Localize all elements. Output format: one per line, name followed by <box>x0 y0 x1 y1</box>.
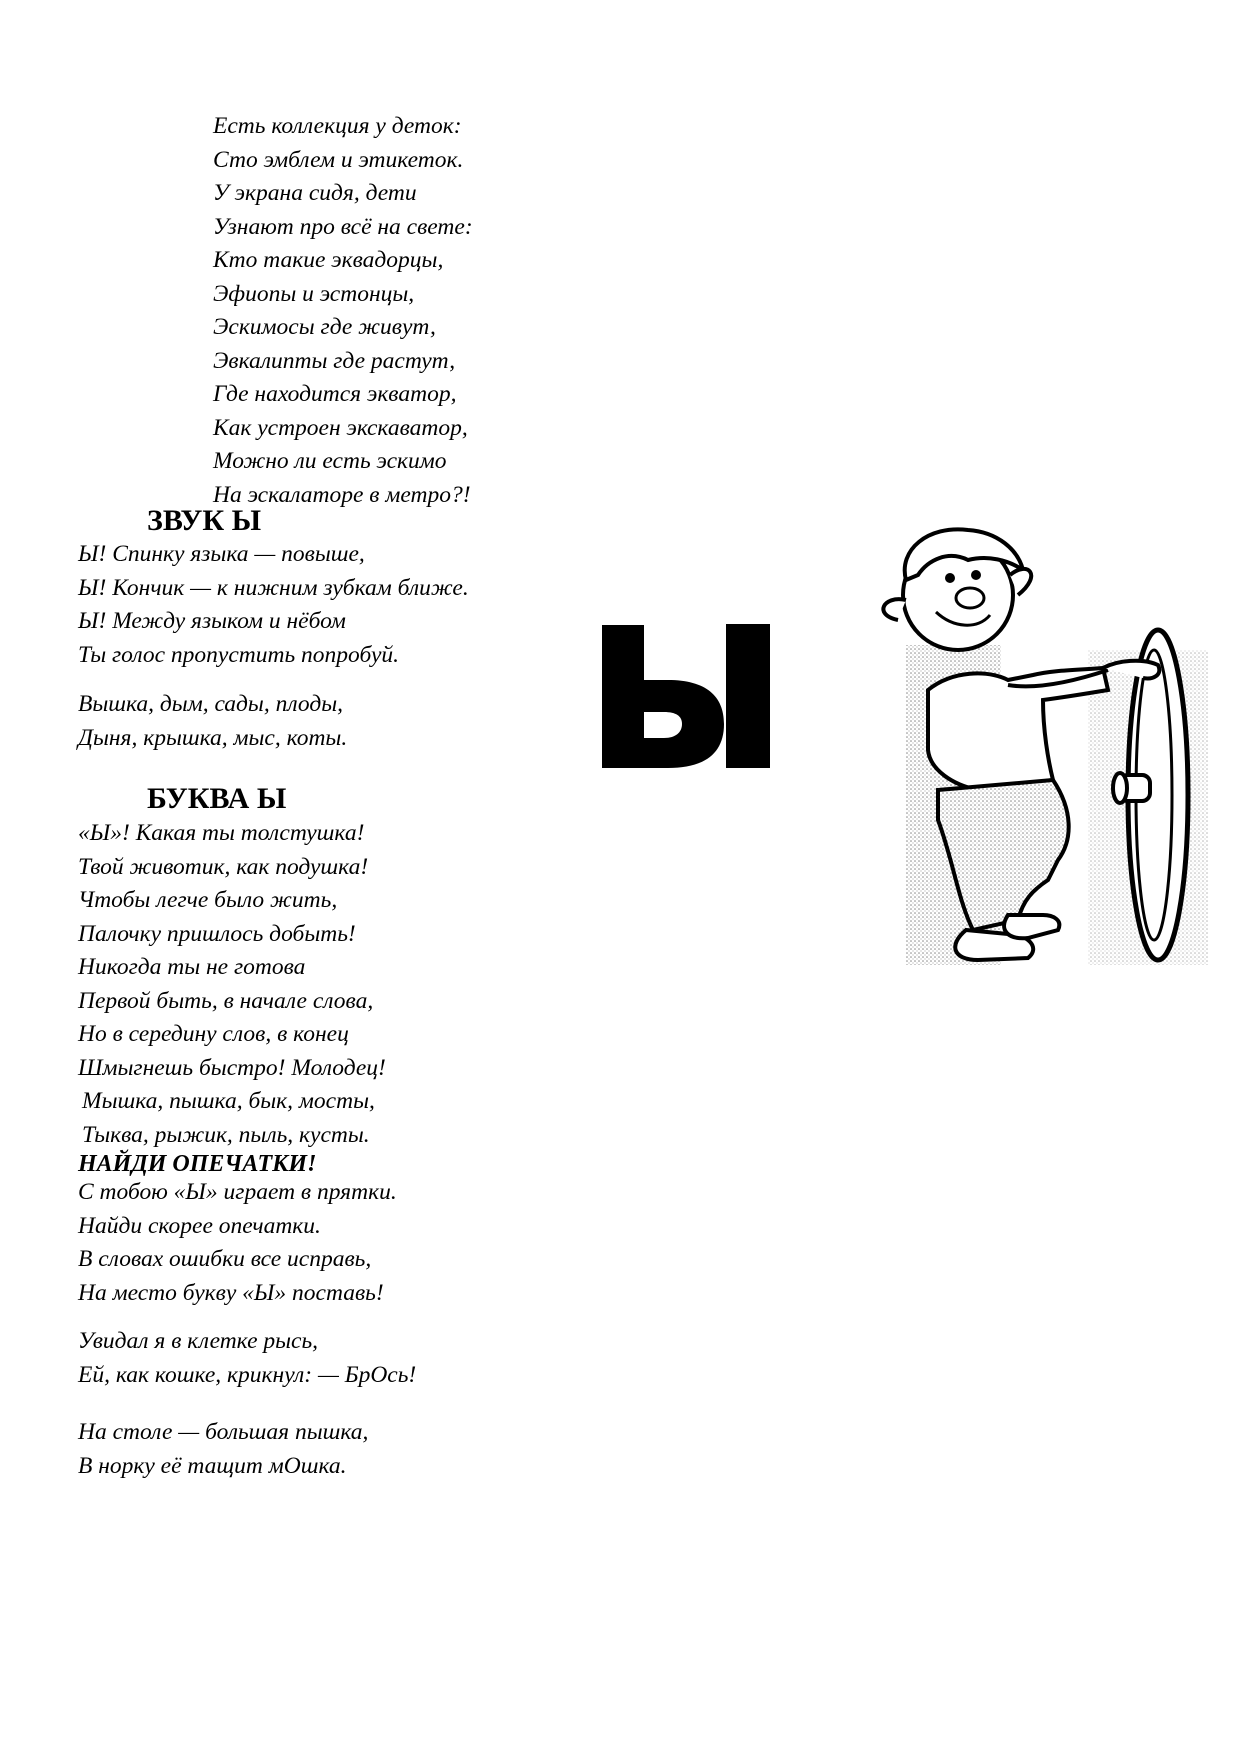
intro-poem <box>213 110 473 512</box>
typos-exercise-2 <box>78 1416 368 1483</box>
exercise-line: В норку её тащит мОшка. <box>78 1452 347 1479</box>
poem-line: Сто эмблем и этикеток. <box>213 146 464 173</box>
poem-line: Шмыгнешь быстро! Молодец! <box>78 1054 386 1081</box>
poem-line: Палочку пришлось добыть! <box>78 920 356 947</box>
poem-line: Ы! Спинку языка — повыше, <box>78 541 365 567</box>
poem-line: На эскалаторе в метро?! <box>213 481 471 508</box>
poem-line: Ы! Кончик — к нижним зубкам ближе. <box>78 574 469 601</box>
poem-line: Эфиопы и эстонцы, <box>213 280 415 307</box>
poem-line: На место букву «Ы» поставь! <box>78 1279 384 1306</box>
poem-line: Эскимосы где живут, <box>213 314 436 340</box>
poem-line: «Ы»! Какая ты толстушка! <box>78 820 365 846</box>
exercise-line: На столе — большая пышка, <box>78 1419 369 1445</box>
poem-line: Найди скорее опечатки. <box>78 1212 321 1239</box>
poem-line: Где находится экватор, <box>213 381 457 407</box>
exercise-line: Увидал я в клетке рысь, <box>78 1328 319 1354</box>
letter-heading: БУКВА Ы <box>147 782 287 815</box>
word-line: Вышка, дым, сады, плоды, <box>78 691 343 717</box>
poem-line: Эвкалипты где растут, <box>213 347 456 374</box>
poem-line: Чтобы легче было жить, <box>78 887 338 913</box>
poem-line: Кто такие эквадорцы, <box>213 247 444 273</box>
exercise-line: Ей, как кошке, крикнул: — БрОсь! <box>78 1361 417 1388</box>
poem-line: Как устроен экскаватор, <box>213 414 468 441</box>
poem-line: Первой быть, в начале слова, <box>78 987 374 1014</box>
letter-yery-glyph-icon <box>598 620 778 772</box>
poem-line: С тобою «Ы» играет в прятки. <box>78 1179 397 1205</box>
poem-line: Ты голос пропустить попробуй. <box>78 641 400 668</box>
typos-heading: НАЙДИ ОПЕЧАТКИ! <box>78 1151 317 1177</box>
sound-poem <box>78 538 469 672</box>
poem-line: Узнают про всё на свете: <box>213 213 473 240</box>
cartoon-boy-with-wheel-icon <box>858 520 1218 970</box>
poem-line: Но в середину слов, в конец <box>78 1021 349 1047</box>
word-line: Дыня, крышка, мыс, коты. <box>78 724 348 751</box>
word-line: Мышка, пышка, бык, мосты, <box>82 1088 375 1114</box>
poem-line: В словах ошибки все исправь, <box>78 1246 372 1272</box>
sound-words <box>78 688 347 755</box>
poem-line: Твой животик, как подушка! <box>78 853 369 880</box>
typos-poem <box>78 1176 397 1310</box>
poem-line: Ы! Между языком и нёбом <box>78 608 346 634</box>
poem-line: У экрана сидя, дети <box>213 180 417 206</box>
poem-line: Никогда ты не готова <box>78 954 306 980</box>
letter-poem <box>78 817 386 1152</box>
sound-heading: ЗВУК Ы <box>147 504 262 537</box>
poem-line: Можно ли есть эскимо <box>213 448 447 474</box>
poem-line: Есть коллекция у деток: <box>213 113 462 139</box>
typos-exercise-1 <box>78 1325 416 1392</box>
word-line: Тыква, рыжик, пыль, кусты. <box>82 1121 370 1148</box>
